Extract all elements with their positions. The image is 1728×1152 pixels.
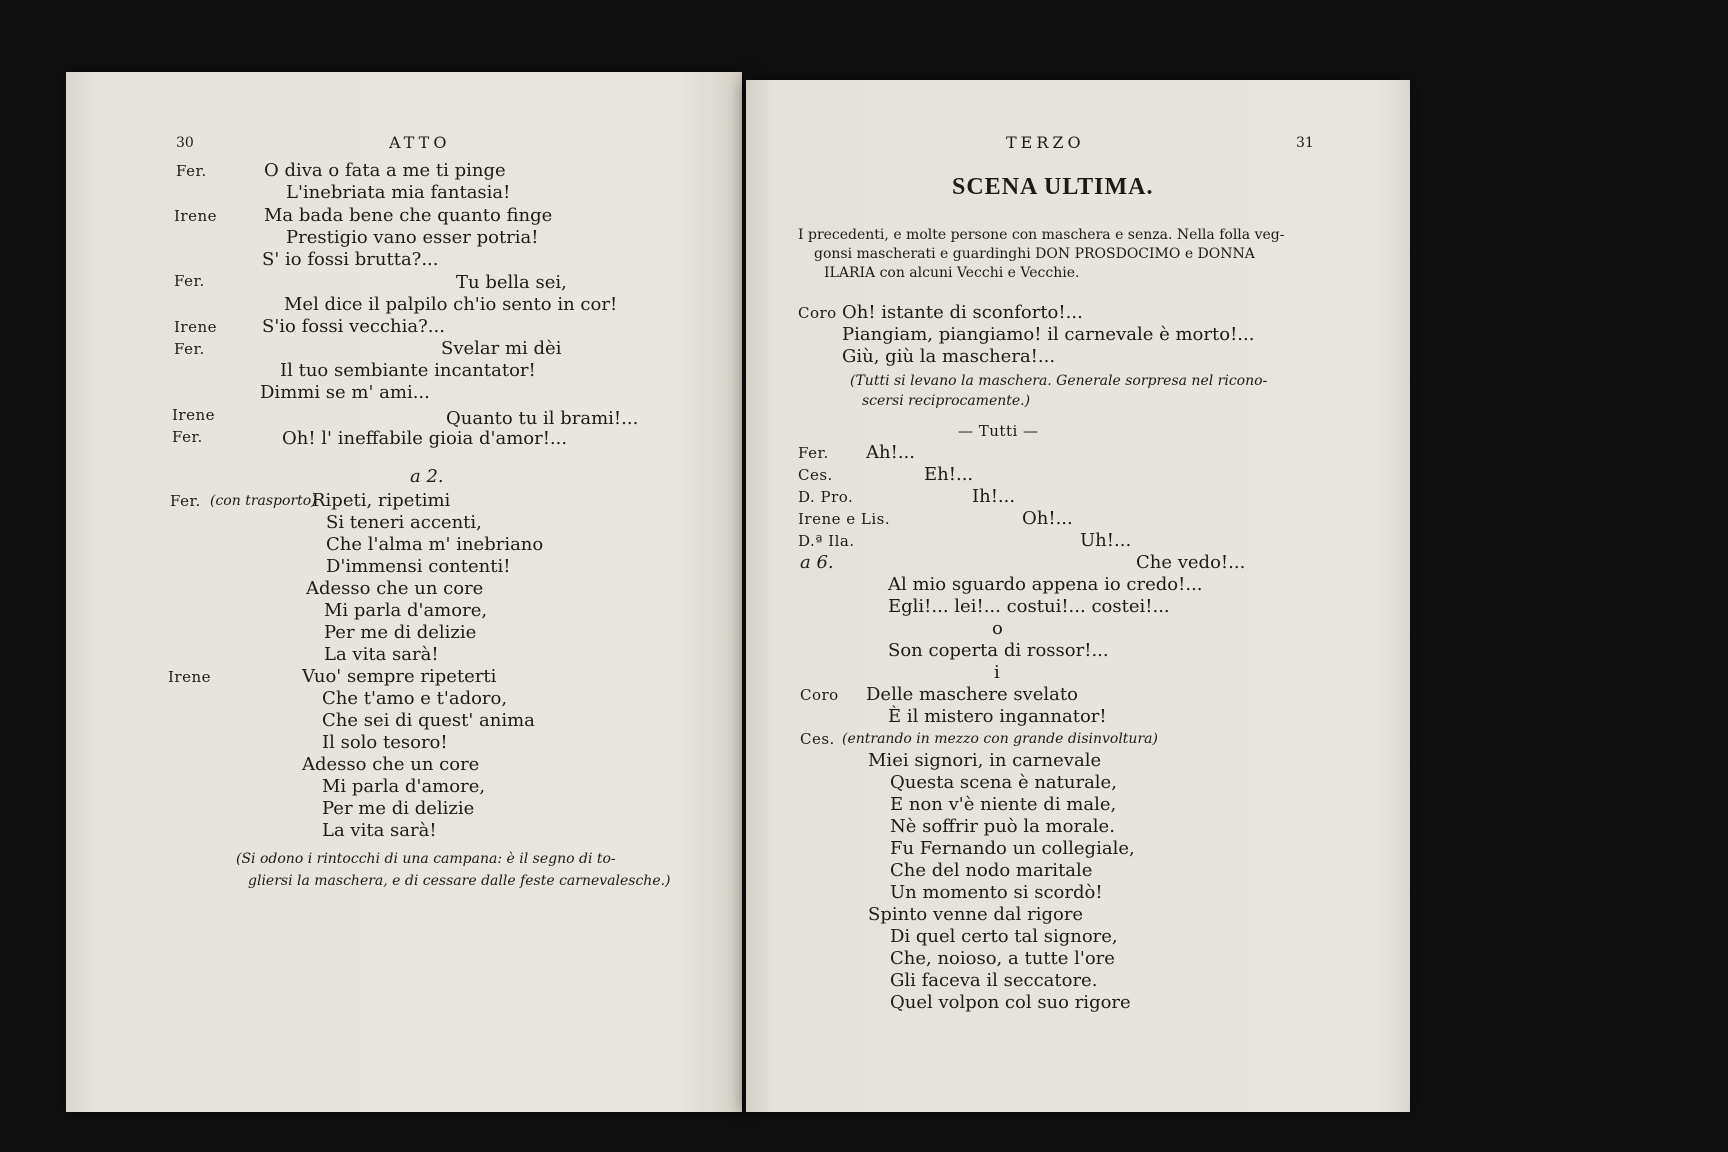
verse-line: Mel dice il palpilo ch'io sento in cor! <box>284 294 618 315</box>
stage-direction: (con trasporto) <box>210 493 317 509</box>
verse-line: Per me di delizie <box>322 798 475 819</box>
speaker-label: Irene <box>168 668 212 686</box>
verse-line: Tu bella sei, <box>456 272 567 293</box>
verse-line: Uh!... <box>1080 530 1132 551</box>
verse-line: Giù, giù la maschera!... <box>842 346 1056 367</box>
verse-line: Ih!... <box>972 486 1016 507</box>
verse-line: Son coperta di rossor!... <box>888 640 1109 661</box>
verse-line: Quanto tu il brami!... <box>446 408 639 429</box>
speaker-label: Irene <box>172 406 216 424</box>
speaker-label: Coro <box>798 304 837 322</box>
verse-line: Si teneri accenti, <box>326 512 482 533</box>
verse-line: Ma bada bene che quanto finge <box>264 205 553 226</box>
speaker-label: Fer. <box>174 272 205 290</box>
verse-line: Mi parla d'amore, <box>322 776 486 797</box>
verse-line: Nè soffrir può la morale. <box>890 816 1115 837</box>
verse-line: Ripeti, ripetimi <box>312 490 451 511</box>
a-sei-label: a 6. <box>800 552 834 573</box>
verse-line: Adesso che un core <box>302 754 480 775</box>
verse-line: Eh!... <box>924 464 974 485</box>
verse-line: Spinto venne dal rigore <box>868 904 1084 925</box>
speaker-label: Ces. <box>800 730 835 748</box>
verse-line: D'immensi contenti! <box>326 556 511 577</box>
stage-direction: (Si odono i rintocchi di una campana: è il segno di to- <box>236 851 616 867</box>
speaker-label: Irene e Lis. <box>798 510 891 528</box>
verse-line: Dimmi se m' ami... <box>260 382 430 403</box>
verse-line: Che l'alma m' inebriano <box>326 534 544 555</box>
running-header: ATTO <box>389 133 451 152</box>
scene-title: SCENA ULTIMA. <box>952 174 1154 200</box>
stage-direction: (Tutti si levano la maschera. Generale sorpresa nel ricono- <box>850 373 1268 389</box>
verse-line: Svelar mi dèi <box>441 338 562 359</box>
left-page <box>66 72 742 1112</box>
verse-line: S'io fossi vecchia?... <box>262 316 445 337</box>
verse-line: S' io fossi brutta?... <box>262 249 439 270</box>
verse-line: Gli faceva il seccatore. <box>890 970 1098 991</box>
speaker-label: Irene <box>174 318 218 336</box>
scene-intro-line: I precedenti, e molte persone con maschera e senza. Nella folla veg- <box>798 227 1285 243</box>
verse-line: Che, noioso, a tutte l'ore <box>890 948 1115 969</box>
a-due-label: a 2. <box>410 466 444 487</box>
speaker-label: Fer. <box>170 492 201 510</box>
verse-line: o <box>992 618 1003 639</box>
right-page <box>746 80 1410 1112</box>
verse-line: È il mistero ingannator! <box>888 706 1107 727</box>
page-number: 30 <box>176 135 194 151</box>
verse-line: E non v'è niente di male, <box>890 794 1117 815</box>
verse-line: Vuo' sempre ripeterti <box>302 666 497 687</box>
tutti-heading: — Tutti — <box>958 422 1039 440</box>
speaker-label: Coro <box>800 686 839 704</box>
verse-line: Di quel certo tal signore, <box>890 926 1118 947</box>
stage-direction: (entrando in mezzo con grande disinvoltura) <box>842 731 1158 747</box>
verse-line: Il tuo sembiante incantator! <box>280 360 536 381</box>
verse-line: Oh! istante di sconforto!... <box>842 302 1083 323</box>
scene-intro-line: gonsi mascherati e guardinghi DON PROSDOCIMO e DONNA <box>814 246 1255 262</box>
verse-line: L'inebriata mia fantasia! <box>286 182 511 203</box>
verse-line: Quel volpon col suo rigore <box>890 992 1131 1013</box>
verse-line: La vita sarà! <box>322 820 437 841</box>
verse-line: Piangiam, piangiamo! il carnevale è morto!... <box>842 324 1255 345</box>
speaker-label: Fer. <box>176 162 207 180</box>
verse-line: Che del nodo maritale <box>890 860 1093 881</box>
verse-line: Un momento si scordò! <box>890 882 1103 903</box>
speaker-label: D.ª Ila. <box>798 532 855 550</box>
verse-line: Questa scena è naturale, <box>890 772 1117 793</box>
verse-line: Per me di delizie <box>324 622 477 643</box>
verse-line: Miei signori, in carnevale <box>868 750 1102 771</box>
page-number: 31 <box>1296 135 1314 151</box>
scene-intro-line: ILARIA con alcuni Vecchi e Vecchie. <box>824 265 1080 281</box>
running-header: TERZO <box>1006 133 1085 152</box>
speaker-label: Ces. <box>798 466 833 484</box>
verse-line: Fu Fernando un collegiale, <box>890 838 1135 859</box>
verse-line: Mi parla d'amore, <box>324 600 488 621</box>
verse-line: Che vedo!... <box>1136 552 1246 573</box>
verse-line: La vita sarà! <box>324 644 439 665</box>
verse-line: Adesso che un core <box>306 578 484 599</box>
verse-line: Egli!... lei!... costui!... costei!... <box>888 596 1170 617</box>
verse-line: Oh! l' ineffabile gioia d'amor!... <box>282 428 568 449</box>
verse-line: Il solo tesoro! <box>322 732 448 753</box>
verse-line: Che sei di quest' anima <box>322 710 535 731</box>
verse-line: Oh!... <box>1022 508 1073 529</box>
stage-direction: scersi reciprocamente.) <box>862 393 1031 409</box>
verse-line: Prestigio vano esser potria! <box>286 227 539 248</box>
verse-line: O diva o fata a me ti pinge <box>264 160 506 181</box>
verse-line: Al mio sguardo appena io credo!... <box>888 574 1203 595</box>
speaker-label: Fer. <box>172 428 203 446</box>
stage-direction: gliersi la maschera, e di cessare dalle feste carnevalesche.) <box>248 873 671 889</box>
verse-line: i <box>994 662 1000 683</box>
verse-line: Delle maschere svelato <box>866 684 1078 705</box>
speaker-label: D. Pro. <box>798 488 854 506</box>
speaker-label: Fer. <box>174 340 205 358</box>
speaker-label: Irene <box>174 207 218 225</box>
speaker-label: Fer. <box>798 444 829 462</box>
verse-line: Che t'amo e t'adoro, <box>322 688 508 709</box>
verse-line: Ah!... <box>866 442 915 463</box>
